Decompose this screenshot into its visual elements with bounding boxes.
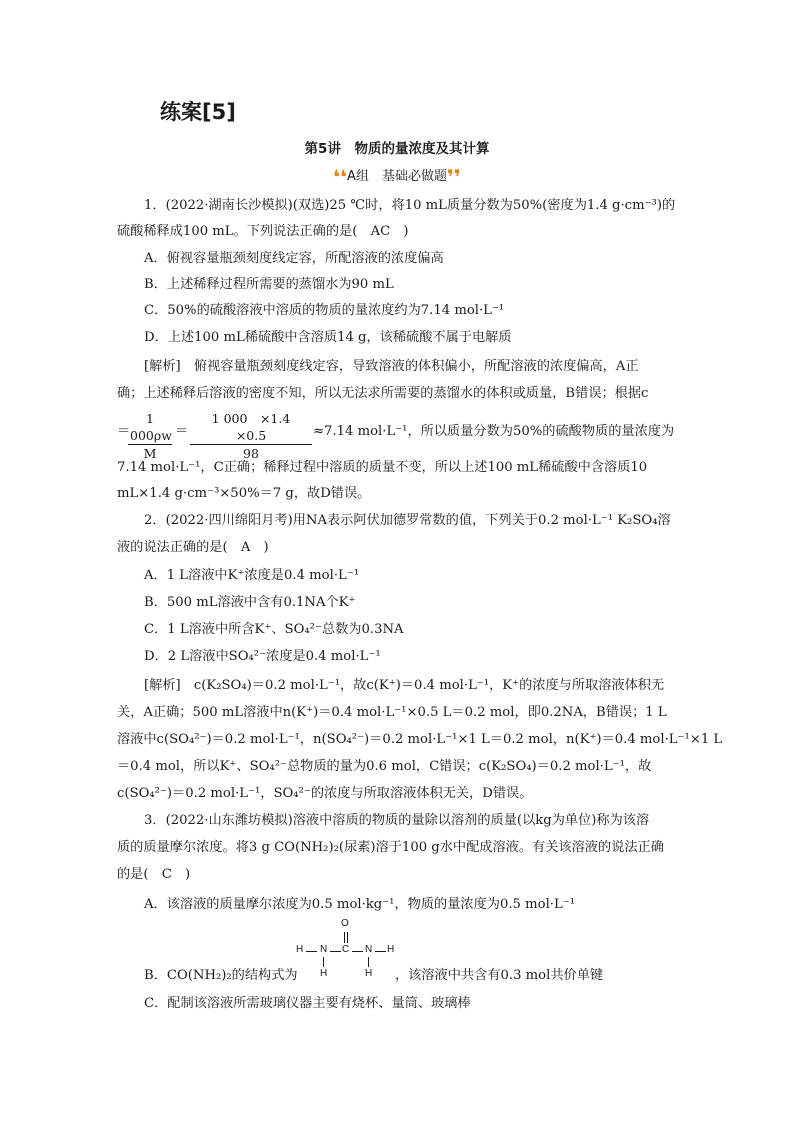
urea-structural-formula (296, 918, 396, 982)
q3-stem-line1: 3．(2022·山东潍坊模拟)溶液中溶质的物质的量除以溶剂的质量(以kg为单位)称为该溶 (144, 813, 650, 828)
group-label: A组 基础必做题 (347, 169, 447, 184)
page-title: 练案[5] (160, 100, 236, 124)
struct-bond (306, 951, 317, 952)
q3-option-c: C．配制该溶液所需玻璃仪器主要有烧杯、量筒、玻璃棒 (144, 996, 471, 1011)
struct-double-bond-right (347, 932, 348, 943)
struct-atom-n-left: N (320, 944, 328, 955)
q1-option-a: A．俯视容量瓶颈刻度线定容，所配溶液的浓度偏高 (144, 251, 444, 266)
q1-analysis-line4: 7.14 mol·L⁻¹，C正确；稀释过程中溶质的质量不变，所以上述100 mL稀硫酸中含溶质10 (117, 460, 648, 475)
group-heading (0, 165, 794, 189)
q2-option-c: C．1 L溶液中所含K⁺、SO₄²⁻总数为0.3NA (144, 622, 404, 637)
q2-analysis-line3: 溶液中c(SO₄²⁻)＝0.2 mol·L⁻¹，n(SO₄²⁻)＝0.2 mol·L⁻¹×1 L＝0.2 mol，n(K⁺)＝0.4 mol·L⁻¹×1 L (117, 732, 723, 747)
q1-stem-line2: 硫酸稀释成100 mL。下列说法正确的是( AC ) (117, 224, 409, 239)
q3-stem-line3: 的是( C ) (117, 867, 191, 882)
q1-formula-denominator: M (143, 446, 157, 461)
struct-atom-h-bottom-left: H (320, 968, 328, 979)
struct-atom-h-left: H (296, 944, 304, 955)
q1-formula-numerator: 1 000ρw (130, 411, 172, 443)
struct-bond (323, 957, 324, 967)
struct-atom-h-bottom-right: H (365, 968, 373, 979)
struct-atom-h-right: H (387, 944, 395, 955)
struct-atom-n-right: N (365, 944, 373, 955)
q3-option-b-suffix: ，该溶液中共含有0.3 mol共价单键 (395, 968, 604, 983)
struct-double-bond-left (344, 932, 345, 943)
q1-calc-denominator: 98 (243, 446, 259, 461)
struct-atom-c: C (342, 944, 350, 955)
q2-analysis-line2: 关，A正确；500 mL溶液中n(K⁺)＝0.4 mol·L⁻¹×0.5 L＝0.2 mol，即0.2NA，B错误；1 L (117, 705, 667, 720)
q1-eq-equals1: ＝ (117, 424, 131, 439)
struct-bond (368, 957, 369, 967)
q2-stem-line2: 液的说法正确的是( A ) (117, 540, 269, 555)
q1-analysis-line1: [解析] 俯视容量瓶颈刻度线定容，导致溶液的体积偏小，所配溶液的浓度偏高，A正 (144, 359, 639, 374)
q2-option-b: B．500 mL溶液中含有0.1NA个K⁺ (144, 595, 356, 610)
lesson-title: 第5讲 物质的量浓度及其计算 (304, 141, 490, 157)
q1-option-b: B．上述稀释过程所需要的蒸馏水为90 mL (144, 277, 394, 292)
q1-calc-numerator: 1 000 ×1.4 ×0.5 (190, 410, 312, 445)
q1-eq-equals2: ＝ (175, 424, 189, 439)
q1-analysis-line5: mL×1.4 g·cm⁻³×50%＝7 g，故D错误。 (117, 486, 371, 501)
q3-stem-line2: 质的质量摩尔浓度。将3 g CO(NH₂)₂(尿素)溶于100 g水中配成溶液。有关该溶液的说法正确 (117, 840, 664, 855)
q2-analysis-line1: [解析] c(K₂SO₄)＝0.2 mol·L⁻¹，故c(K⁺)＝0.4 mol·L⁻¹，K⁺的浓度与所取溶液体积无 (144, 678, 665, 693)
q3-option-a: A．该溶液的质量摩尔浓度为0.5 mol·kg⁻¹，物质的量浓度为0.5 mol·L⁻¹ (144, 897, 575, 912)
q2-stem-line1: 2．(2022·四川绵阳月考)用NA表示阿伏加德罗常数的值，下列关于0.2 mol·L⁻¹ K₂SO₄溶 (144, 513, 671, 528)
struct-bond (375, 951, 386, 952)
q2-analysis-line5: c(SO₄²⁻)＝0.2 mol·L⁻¹，SO₄²⁻的浓度与所取溶液体积无关，D错误。 (117, 786, 533, 801)
struct-atom-o: O (341, 918, 349, 929)
q1-option-d: D．上述100 mL稀硫酸中含溶质14 g，该稀硫酸不属于电解质 (144, 330, 512, 345)
q1-analysis-line3: ≈7.14 mol·L⁻¹，所以质量分数为50%的硫酸物质的量浓度为 (313, 424, 675, 439)
q1-analysis-line2: 确；上述稀释后溶液的密度不知，所以无法求所需要的蒸馏水的体积或质量，B错误；根据c (117, 386, 649, 401)
q2-option-d: D．2 L溶液中SO₄²⁻浓度是0.4 mol·L⁻¹ (144, 649, 381, 664)
struct-bond (352, 951, 363, 952)
close-quote-icon: ❜❜ (446, 165, 461, 189)
q1-stem-line1: 1．(2022·湖南长沙模拟)(双选)25 ℃时，将10 mL质量分数为50%(密度为1.4 g·cm⁻³)的 (144, 198, 676, 213)
struct-bond (330, 951, 341, 952)
q2-option-a: A．1 L溶液中K⁺浓度是0.4 mol·L⁻¹ (144, 568, 360, 583)
open-quote-icon: ❛❛ (333, 165, 348, 189)
q2-analysis-line4: ＝0.4 mol，所以K⁺、SO₄²⁻总物质的量为0.6 mol，C错误；c(K₂SO₄)＝0.2 mol·L⁻¹，故 (117, 759, 652, 774)
q3-option-b-prefix: B．CO(NH₂)₂的结构式为 (144, 968, 298, 983)
q1-option-c: C．50%的硫酸溶液中溶质的物质的量浓度约为7.14 mol·L⁻¹ (144, 303, 505, 318)
